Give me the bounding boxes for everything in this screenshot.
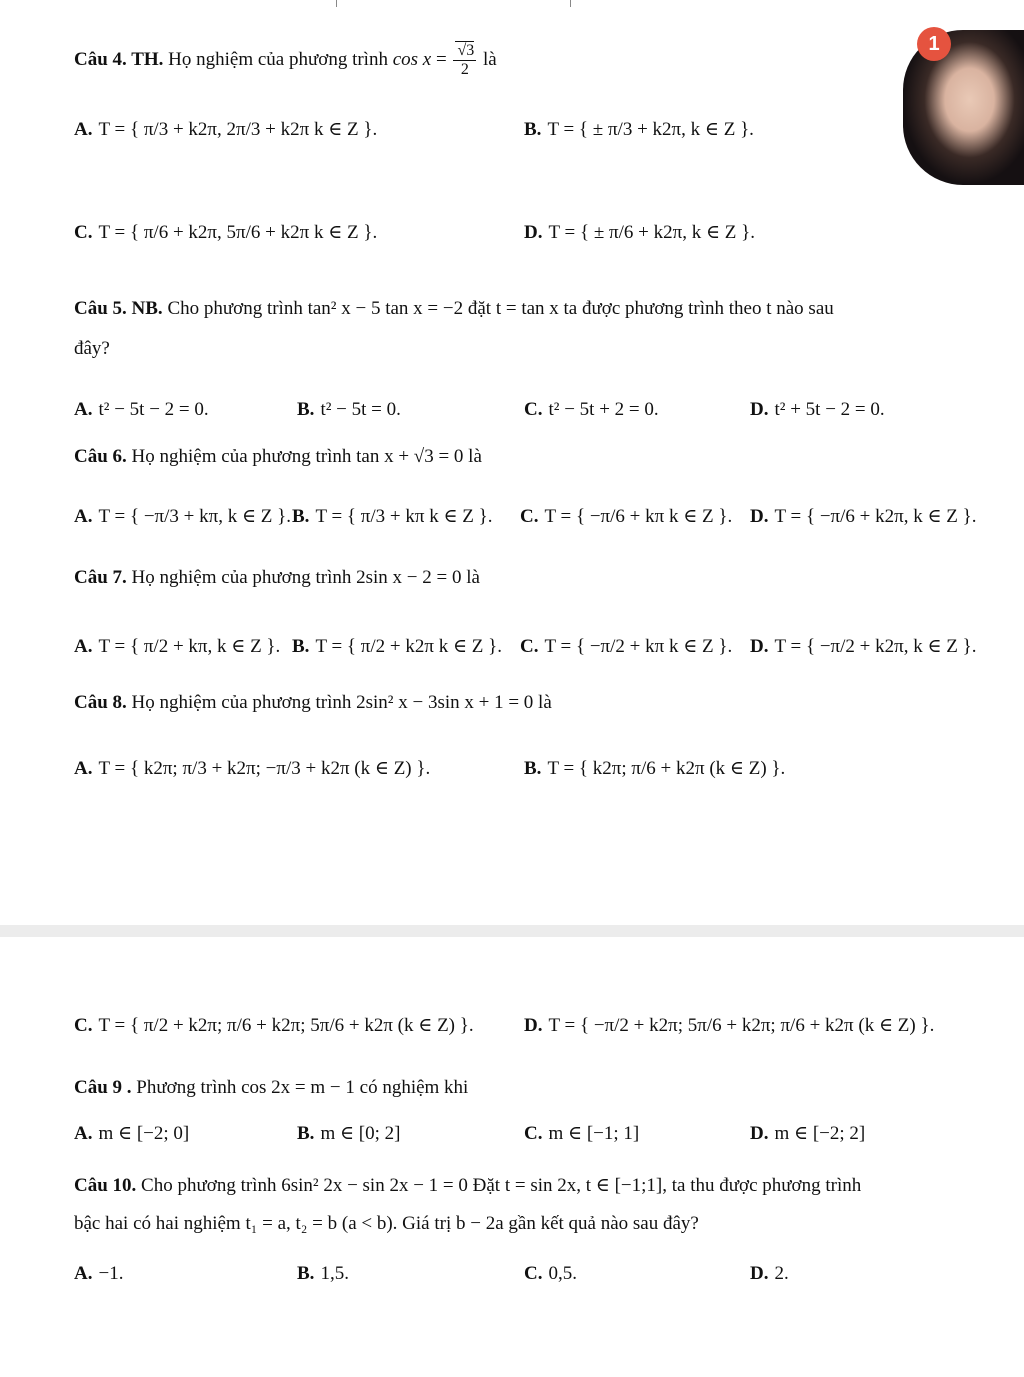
q6-option-b[interactable]: B. T = { π/3 + kπ k ∈ Z }. — [292, 506, 493, 527]
q7-option-b[interactable]: B. T = { π/2 + k2π k ∈ Z }. — [292, 636, 503, 657]
q7-option-c[interactable]: C. T = { −π/2 + kπ k ∈ Z }. — [520, 636, 733, 657]
q9-option-b[interactable]: B. m ∈ [0; 2] — [297, 1123, 401, 1144]
q8-option-a[interactable]: A. T = { k2π; π/3 + k2π; −π/3 + k2π (k ∈ Z) }. — [74, 758, 431, 779]
q6-option-d[interactable]: D. T = { −π/6 + k2π, k ∈ Z }. — [750, 506, 977, 527]
q9-stem: Câu 9 . Phương trình cos 2x = m − 1 có nghiệm khi — [74, 1077, 469, 1098]
q7-stem: Câu 7. Họ nghiệm của phương trình 2sin x − 2 = 0 là — [74, 567, 480, 588]
q5-option-d[interactable]: D. t² + 5t − 2 = 0. — [750, 399, 885, 420]
q6-option-a[interactable]: A. T = { −π/3 + kπ, k ∈ Z }. — [74, 506, 292, 527]
q4-option-d[interactable]: D. T = { ± π/6 + k2π, k ∈ Z }. — [524, 222, 755, 243]
q4-option-a[interactable]: A. T = { π/3 + k2π, 2π/3 + k2π k ∈ Z }. — [74, 119, 378, 140]
q7-option-a[interactable]: A. T = { π/2 + kπ, k ∈ Z }. — [74, 636, 281, 657]
q5-option-a[interactable]: A. t² − 5t − 2 = 0. — [74, 399, 209, 420]
q6-stem: Câu 6. Họ nghiệm của phương trình tan x + √3 = 0 là — [74, 446, 482, 467]
q10-option-a[interactable]: A. −1. — [74, 1263, 124, 1284]
q9-option-a[interactable]: A. m ∈ [−2; 0] — [74, 1123, 190, 1144]
page-gap — [0, 925, 1024, 937]
q8-option-b[interactable]: B. T = { k2π; π/6 + k2π (k ∈ Z) }. — [524, 758, 786, 779]
q10-stem-continued: bậc hai có hai nghiệm t₁ = a, t₂ = b (a < b). Giá trị b − 2a gần kết quả nào sau đây? — [74, 1213, 699, 1234]
crop-mark-left — [336, 0, 337, 7]
q5-option-b[interactable]: B. t² − 5t = 0. — [297, 399, 401, 420]
q4-option-b[interactable]: B. T = { ± π/3 + k2π, k ∈ Z }. — [524, 119, 754, 140]
notification-badge[interactable]: 1 — [917, 27, 951, 61]
q7-option-d[interactable]: D. T = { −π/2 + k2π, k ∈ Z }. — [750, 636, 977, 657]
q9-option-d[interactable]: D. m ∈ [−2; 2] — [750, 1123, 866, 1144]
q8-stem: Câu 8. Họ nghiệm của phương trình 2sin² x − 3sin x + 1 = 0 là — [74, 692, 552, 713]
q10-option-b[interactable]: B. 1,5. — [297, 1263, 349, 1284]
q8-option-d[interactable]: D. T = { −π/2 + k2π; 5π/6 + k2π; π/6 + k2π (k ∈ Z) }. — [524, 1015, 935, 1036]
q6-option-c[interactable]: C. T = { −π/6 + kπ k ∈ Z }. — [520, 506, 733, 527]
page-bottom — [0, 937, 1024, 1377]
q9-option-c[interactable]: C. m ∈ [−1; 1] — [524, 1123, 640, 1144]
q8-option-c[interactable]: C. T = { π/2 + k2π; π/6 + k2π; 5π/6 + k2π (k ∈ Z) }. — [74, 1015, 474, 1036]
q10-option-d[interactable]: D. 2. — [750, 1263, 789, 1284]
crop-mark-right — [570, 0, 571, 7]
q5-stem-continued: đây? — [74, 338, 110, 359]
q5-stem: Câu 5. NB. Cho phương trình tan² x − 5 tan x = −2 đặt t = tan x ta được phương trình theo t nào sau — [74, 298, 834, 319]
q4-option-c[interactable]: C. T = { π/6 + k2π, 5π/6 + k2π k ∈ Z }. — [74, 222, 378, 243]
q10-option-c[interactable]: C. 0,5. — [524, 1263, 577, 1284]
q4-stem: Câu 4. TH. Họ nghiệm của phương trình cos x = $\frac{√3}{2}$ là — [74, 42, 497, 78]
q10-stem: Câu 10. Cho phương trình 6sin² 2x − sin 2x − 1 = 0 Đặt t = sin 2x, t ∈ [−1;1], ta thu được phương trình — [74, 1175, 862, 1196]
q5-option-c[interactable]: C. t² − 5t + 2 = 0. — [524, 399, 659, 420]
